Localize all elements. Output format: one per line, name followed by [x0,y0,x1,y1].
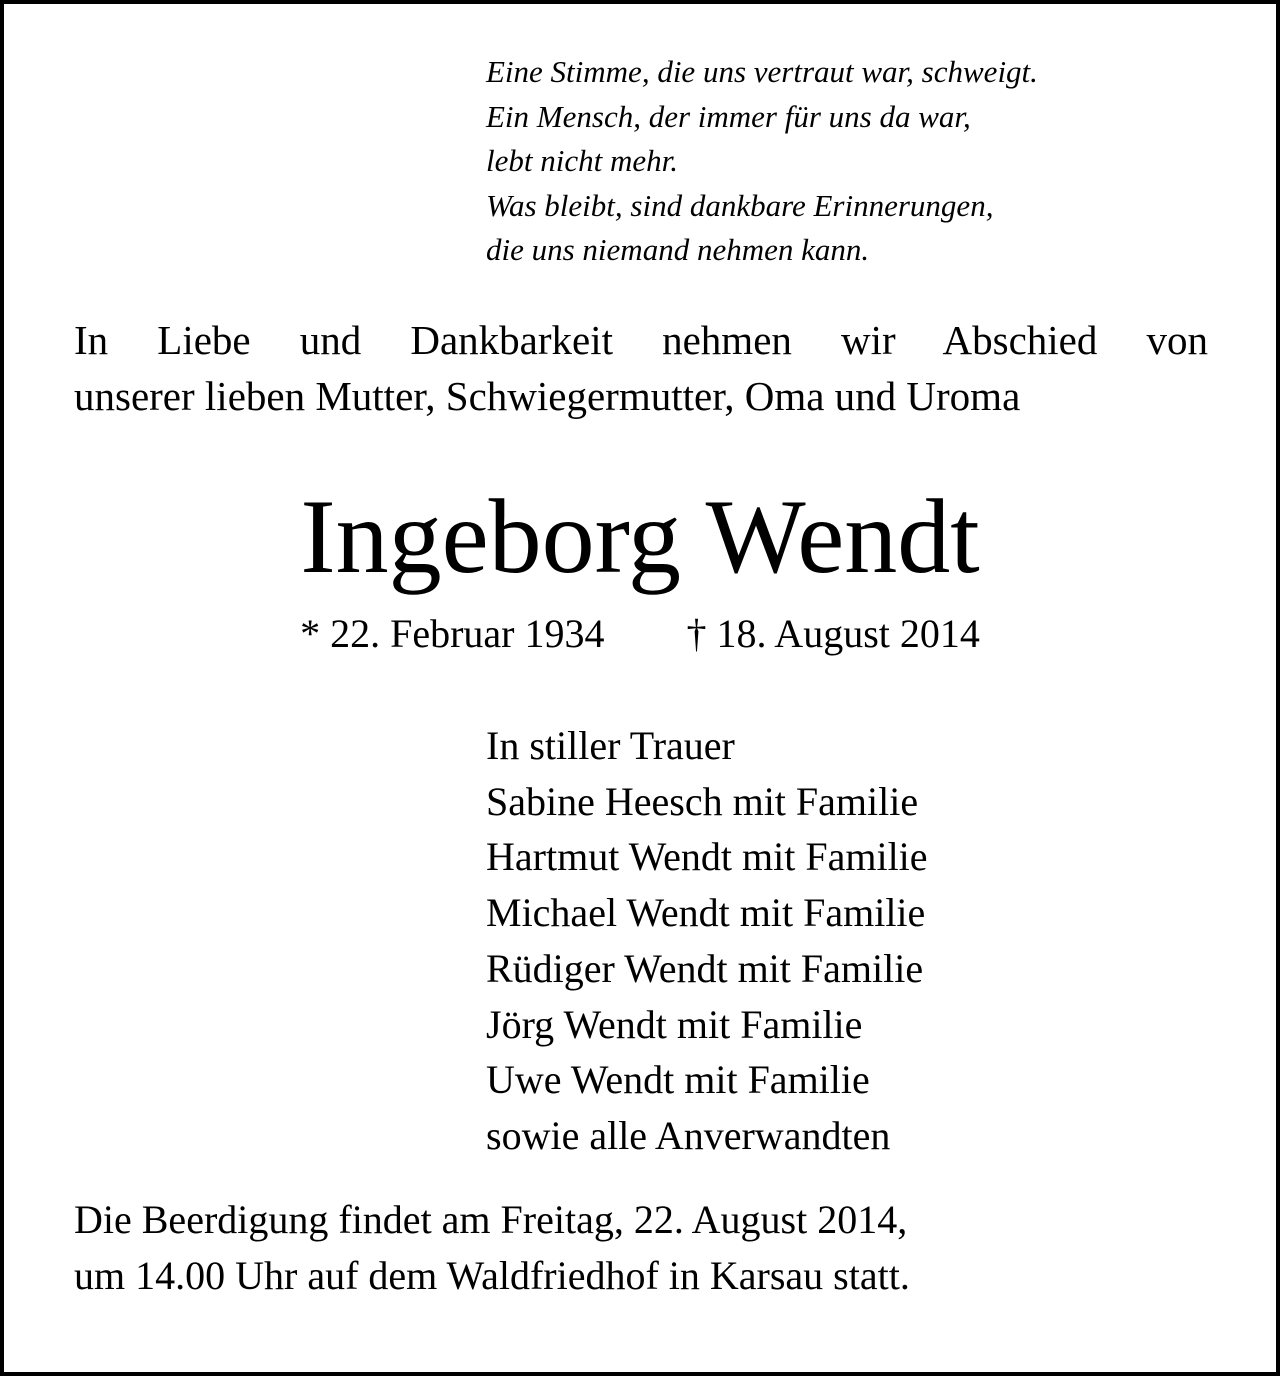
mourners-list [486,718,1246,1164]
death-date: † 18. August 2014 [686,611,980,656]
birth-date: * 22. Februar 1934 [300,611,605,656]
poem-line: lebt nicht mehr. [486,143,678,178]
list-item: sowie alle Anverwandten [486,1112,891,1158]
poem [486,50,1246,273]
list-item: In stiller Trauer [486,723,735,768]
list-item: Uwe Wendt mit Familie [486,1057,870,1103]
list-item: Hartmut Wendt mit Familie [486,834,928,880]
funeral-line: um 14.00 Uhr auf dem Waldfriedhof in Karsau statt. [74,1253,910,1298]
deceased-name: Ingeborg Wendt [300,478,980,595]
poem-line: Was bleibt, sind dankbare Erinnerungen, [486,187,994,223]
list-item: Rüdiger Wendt mit Familie [486,945,924,991]
intro-line: In Liebe und Dankbarkeit nehmen wir Abschied von [74,317,1208,363]
list-item: Sabine Heesch mit Familie [486,778,919,824]
poem-line: die uns niemand nehmen kann. [486,232,870,267]
list-item: Michael Wendt mit Familie [486,890,926,936]
funeral-line: Die Beerdigung findet am Freitag, 22. August 2014, [74,1197,908,1242]
life-dates [0,608,1280,660]
poem-line: Eine Stimme, die uns vertraut war, schweigt. [486,54,1038,89]
poem-line: Ein Mensch, der immer für uns da war, [486,98,971,134]
farewell-intro [74,312,1208,424]
funeral-notice [74,1192,1224,1304]
intro-line: unserer lieben Mutter, Schwiegermutter, Oma und Uroma [74,373,1021,419]
list-item: Jörg Wendt mit Familie [486,1001,863,1047]
